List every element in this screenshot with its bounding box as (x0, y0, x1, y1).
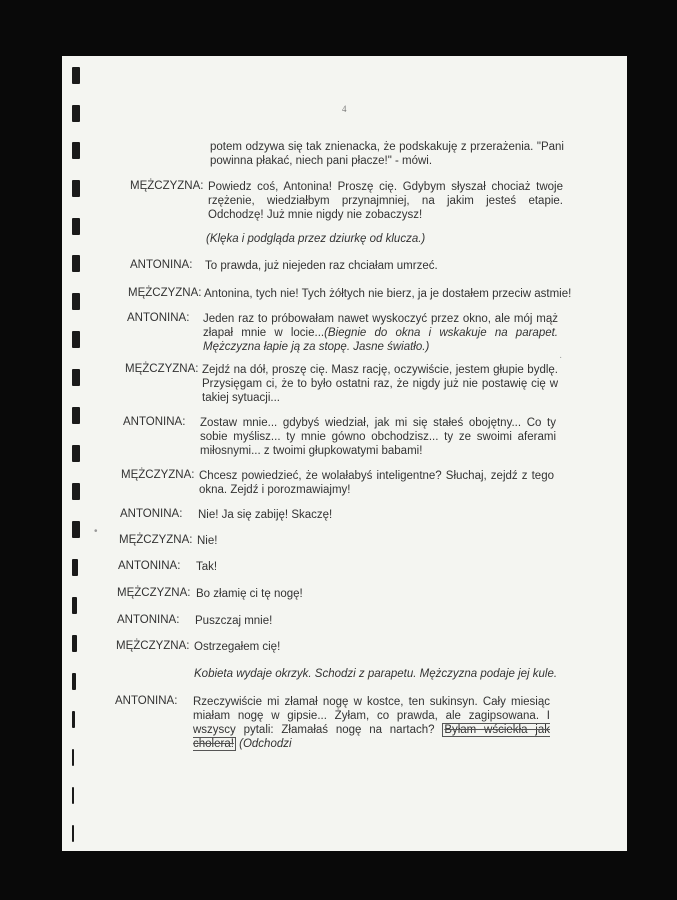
stage-direction: (Odchodzi (239, 738, 292, 750)
script-page (62, 56, 627, 851)
speaker-label: MĘŻCZYZNA: (130, 180, 204, 192)
speaker-label: ANTONINA: (120, 508, 183, 520)
speaker-label: ANTONINA: (130, 259, 193, 271)
speech-text: Bo złamię ci tę nogę! (196, 588, 303, 600)
stage-direction: (Biegnie do okna i wskakuje na parapet. Mężczyzna łapie ją za stopę. Jasne światło.) (203, 327, 558, 353)
speaker-label: ANTONINA: (127, 312, 190, 324)
speech-text: Antonina, tych nie! Tych żółtych nie bierz, ja je dostałem przeciw astmie! (204, 288, 572, 300)
speaker-label: ANTONINA: (115, 695, 178, 707)
speech-text: Chcesz powiedzieć, że wolałabyś inteligentne? Słuchaj, zejdź z tego okna. Zejdź i porozmawiajmy! (199, 470, 554, 496)
speaker-label: ANTONINA: (117, 614, 180, 626)
speech-text: Puszczaj mnie! (195, 615, 273, 627)
speech-text: Nie! (197, 535, 218, 547)
stray-mark: · (559, 352, 563, 363)
stage-direction: (Klęka i podgląda przez dziurkę od klucza.) (206, 233, 426, 245)
binding-holes (72, 62, 86, 852)
speech-block (193, 695, 550, 751)
speaker-label: MĘŻCZYZNA: (116, 640, 190, 652)
speech-text: Nie! Ja się zabiję! Skaczę! (198, 509, 333, 521)
speaker-label: ANTONINA: (123, 416, 186, 428)
speech-text: Powiedz coś, Antonina! Proszę cię. Gdybym słyszał chociaż twoje rzężenie, wiedziałbym przynajmniej, na jakim jesteś etapie. Odchodzę! Już mnie nigdy nie zobaczysz! (208, 181, 563, 221)
stage-direction: Kobieta wydaje okrzyk. Schodzi z parapetu. Mężczyzna podaje jej kule. (194, 668, 558, 680)
struck-text: Byłam wściekła jak cholera! (193, 724, 550, 750)
stray-mark: • (94, 526, 98, 537)
speech-text: Ostrzegałem cię! (194, 641, 281, 653)
speaker-label: MĘŻCZYZNA: (128, 287, 202, 299)
speech-block (203, 312, 558, 354)
speech-text: Jeden raz to próbowałam nawet wyskoczyć przez okno, ale mój mąż złapał mnie w locie... (203, 313, 558, 339)
speech-text: Rzeczywiście mi złamał nogę w kostce, ten sukinsyn. Cały miesiąc miałam nogę w gipsie... Żyłam, co prawda, ale zagipsowana. I wszyscy pytali: Złamałaś nogę na nartach? (193, 696, 550, 736)
page-number: 4 (342, 104, 347, 114)
speech-text: Zejdź na dół, proszę cię. Masz rację, oczywiście, jestem głupie bydlę. Przysięgam ci, że to było ostatni raz, że nigdy już nie postawię cię w takiej sytuacji... (202, 364, 558, 404)
speech-text: To prawda, już niejeden raz chciałam umrzeć. (205, 260, 438, 272)
speaker-label: MĘŻCZYZNA: (125, 363, 199, 375)
speech-text: Zostaw mnie... gdybyś wiedział, jak mi się stałeś obojętny... Co ty sobie myślisz... ty mnie gówno obchodzisz... ty ze swoimi aferami miłosnymi... z twoimi głupkowatymi babami! (200, 417, 556, 457)
speaker-label: ANTONINA: (118, 560, 181, 572)
speech-text: Tak! (196, 561, 218, 573)
speaker-label: MĘŻCZYZNA: (117, 587, 191, 599)
speaker-label: MĘŻCZYZNA: (121, 469, 195, 481)
speaker-label: MĘŻCZYZNA: (119, 534, 193, 546)
speech-text: potem odzywa się tak znienacka, że podskakuję z przerażenia. "Pani powinna płakać, niech pani płacze!" - mówi. (210, 141, 564, 167)
